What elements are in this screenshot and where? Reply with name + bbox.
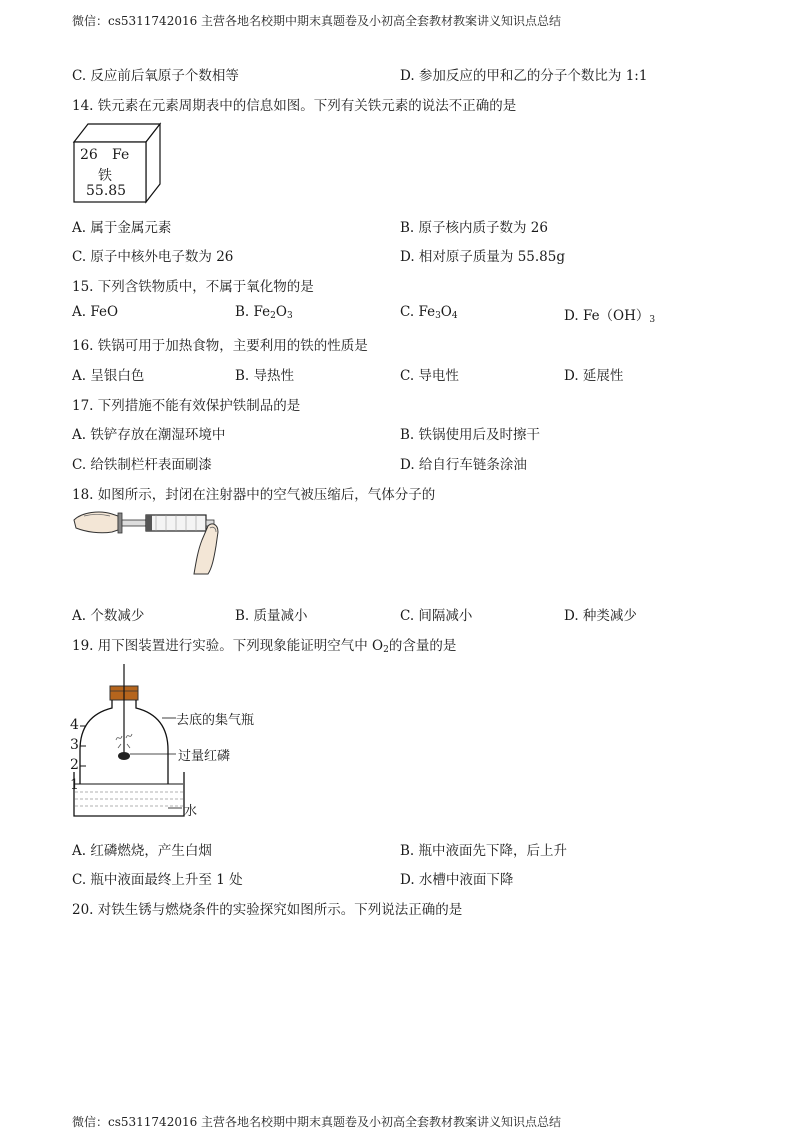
element-name: 铁 bbox=[98, 168, 112, 184]
scale-label-4: 4 bbox=[70, 717, 79, 733]
q16-option-c: C. 导电性 bbox=[400, 368, 459, 384]
q13-option-d: D. 参加反应的甲和乙的分子个数比为 1:1 bbox=[400, 68, 648, 84]
q17-option-b: B. 铁锅使用后及时擦干 bbox=[400, 427, 541, 443]
q18-option-d: D. 种类减少 bbox=[564, 608, 637, 624]
q15-option-a: A. FeO bbox=[72, 304, 119, 320]
q16-stem: 16. 铁锅可用于加热食物，主要利用的铁的性质是 bbox=[72, 338, 368, 354]
q16-option-d: D. 延展性 bbox=[564, 368, 624, 384]
q19-option-c: C. 瓶中液面最终上升至 1 处 bbox=[72, 872, 243, 888]
q13-option-c: C. 反应前后氧原子个数相等 bbox=[72, 68, 239, 84]
q16-option-a: A. 呈银白色 bbox=[72, 368, 145, 384]
q17-option-c: C. 给铁制栏杆表面刷漆 bbox=[72, 457, 212, 473]
q19-option-d: D. 水槽中液面下降 bbox=[400, 872, 514, 888]
red-phosphorus-apparatus bbox=[72, 660, 312, 820]
q14-option-c: C. 原子中核外电子数为 26 bbox=[72, 249, 234, 265]
q19-stem: 19. 用下图装置进行实验。下列现象能证明空气中 $O_2$的含量的是 bbox=[72, 638, 457, 655]
q16-option-b: B. 导热性 bbox=[235, 368, 295, 384]
label-water: 水 bbox=[184, 804, 198, 819]
q14-option-d: D. 相对原子质量为 55.85g bbox=[400, 249, 566, 265]
scale-label-3: 3 bbox=[70, 737, 79, 753]
q17-stem: 17. 下列措施不能有效保护铁制品的是 bbox=[72, 398, 301, 414]
element-symbol: Fe bbox=[112, 147, 130, 163]
q19-option-b: B. 瓶中液面先下降，后上升 bbox=[400, 843, 568, 859]
page-footer: 微信：cs5311742016 主营各地名校期中期末真题卷及小初高全套教材教案讲义知识点总结 bbox=[72, 1115, 562, 1129]
label-bottomless-jar: 去底的集气瓶 bbox=[176, 713, 255, 728]
q15-stem: 15. 下列含铁物质中，不属于氧化物的是 bbox=[72, 279, 314, 295]
q14-option-a: A. 属于金属元素 bbox=[72, 220, 172, 236]
q15-option-b: B. $Fe_2O_3$ bbox=[235, 304, 293, 321]
q18-option-a: A. 个数减少 bbox=[72, 608, 145, 624]
syringe-hand-illustration bbox=[72, 502, 222, 576]
element-atomic-mass: 55.85 bbox=[86, 183, 127, 199]
q14-stem: 14. 铁元素在元素周期表中的信息如图。下列有关铁元素的说法不正确的是 bbox=[72, 98, 517, 114]
q17-option-a: A. 铁铲存放在潮湿环境中 bbox=[72, 427, 226, 443]
element-atomic-number: 26 bbox=[80, 147, 98, 163]
periodic-element-cell bbox=[72, 118, 162, 204]
label-red-phosphorus: 过量红磷 bbox=[178, 749, 231, 764]
q20-stem: 20. 对铁生锈与燃烧条件的实验探究如图所示。下列说法正确的是 bbox=[72, 902, 463, 918]
q15-option-c: C. $Fe_3O_4$ bbox=[400, 304, 458, 321]
q18-option-c: C. 间隔减小 bbox=[400, 608, 473, 624]
apparatus-illustration bbox=[72, 660, 312, 820]
scale-label-2: 2 bbox=[70, 757, 79, 773]
q17-option-d: D. 给自行车链条涂油 bbox=[400, 457, 527, 473]
q18-stem: 18. 如图所示，封闭在注射器中的空气被压缩后，气体分子的 bbox=[72, 487, 436, 503]
scale-label-1: 1 bbox=[70, 777, 79, 793]
q18-option-b: B. 质量减小 bbox=[235, 608, 308, 624]
q14-option-b: B. 原子核内质子数为 26 bbox=[400, 220, 548, 236]
q19-option-a: A. 红磷燃烧，产生白烟 bbox=[72, 843, 212, 859]
q15-option-d: D. $Fe(OH)_3$ bbox=[564, 308, 656, 325]
syringe-figure bbox=[72, 502, 222, 576]
page-header: 微信：cs5311742016 主营各地名校期中期末真题卷及小初高全套教材教案讲义知识点总结 bbox=[72, 14, 562, 28]
